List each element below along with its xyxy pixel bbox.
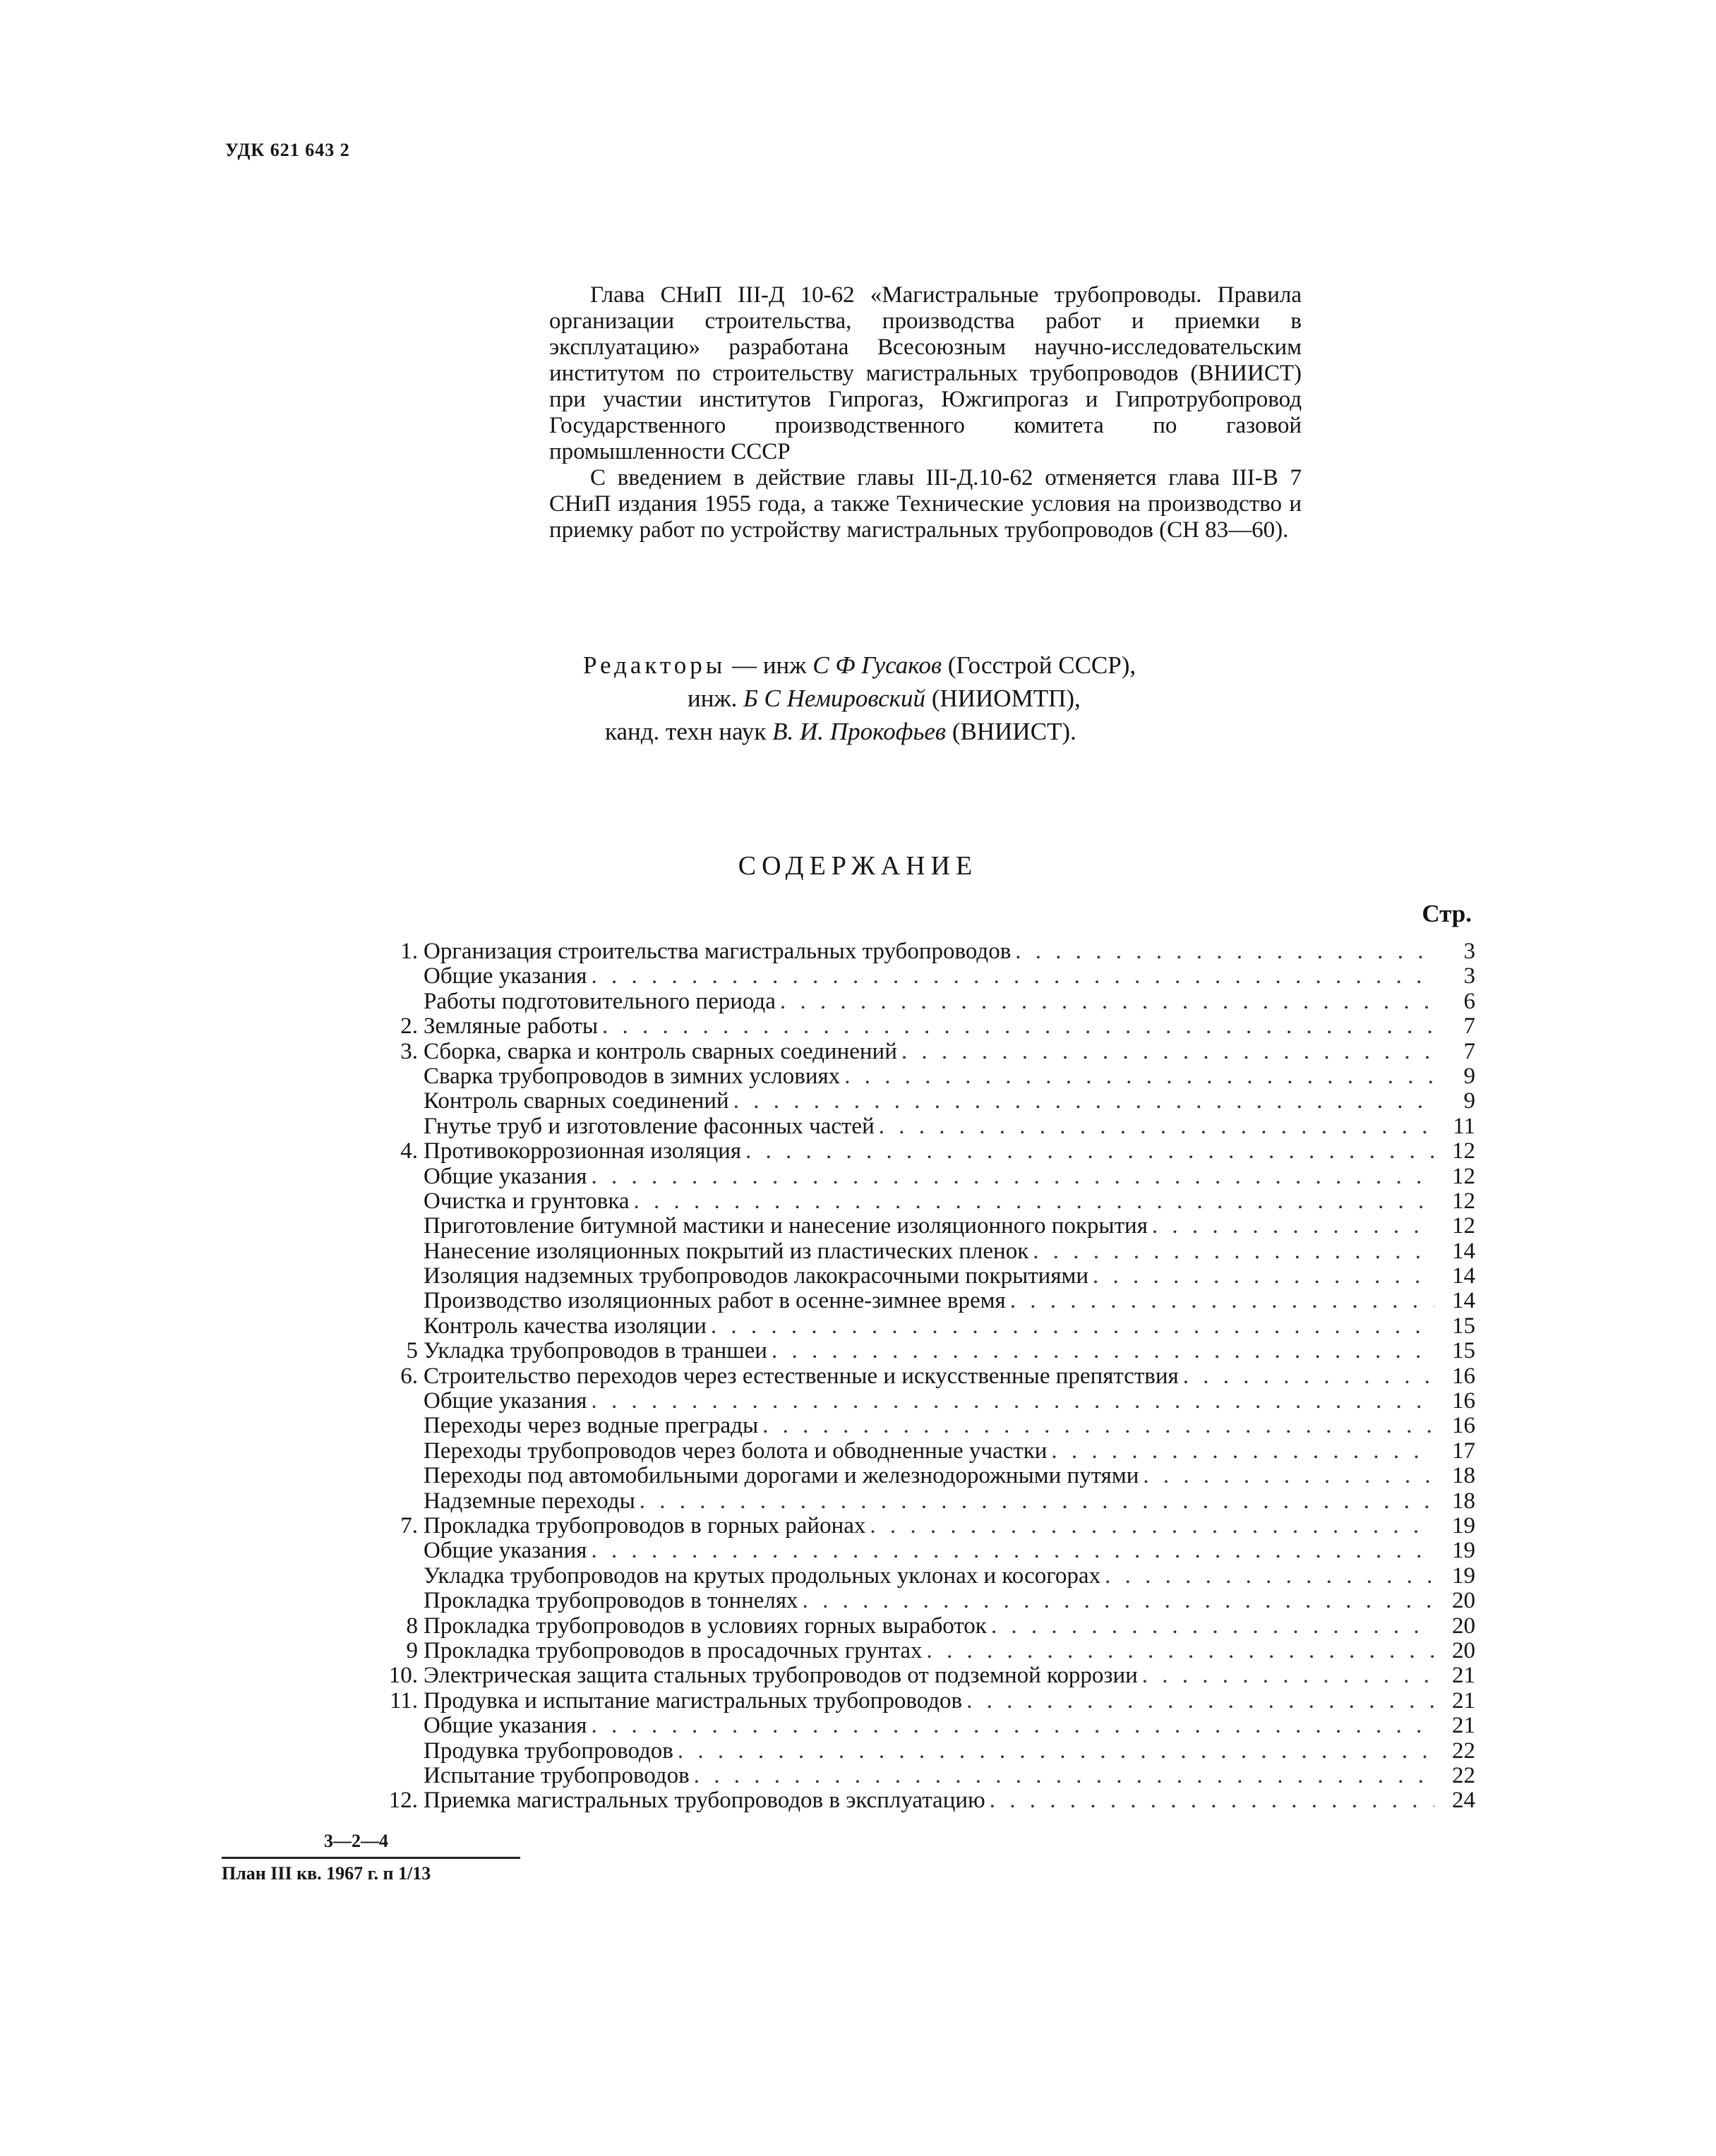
toc-entry-page: 12 bbox=[1452, 1163, 1475, 1189]
toc-leader-dots bbox=[591, 1164, 1434, 1189]
toc-entry-page: 12 bbox=[1452, 1213, 1475, 1239]
toc-leader-dots bbox=[711, 1314, 1434, 1339]
toc-entry-page: 22 bbox=[1452, 1738, 1475, 1764]
toc-entry-title: Испытание трубопроводов bbox=[424, 1762, 690, 1788]
toc-entry bbox=[353, 1339, 1475, 1363]
toc-entry-page: 9 bbox=[1463, 1088, 1475, 1114]
toc-entry-page: 21 bbox=[1452, 1713, 1475, 1739]
toc-leader-dots bbox=[694, 1764, 1434, 1788]
toc-entry-page: 3 bbox=[1463, 963, 1475, 989]
toc-entry-page: 20 bbox=[1452, 1613, 1475, 1639]
toc-entry-title: Переходы через водные преграды bbox=[424, 1413, 759, 1439]
toc-entry-page: 17 bbox=[1452, 1438, 1475, 1464]
toc-entry-title: Продувка и испытание магистральных трубопроводов bbox=[424, 1687, 963, 1714]
toc-entry bbox=[353, 1714, 1475, 1738]
toc-entry-title: Гнутье труб и изготовление фасонных частей bbox=[424, 1113, 875, 1139]
toc-entry-number: 4. bbox=[400, 1138, 418, 1164]
toc-leader-dots bbox=[990, 1788, 1434, 1813]
toc-entry-title: Переходы под автомобильными дорогами и железнодорожными путями bbox=[424, 1463, 1139, 1489]
toc-leader-dots bbox=[870, 1514, 1434, 1538]
toc-leader-dots bbox=[1183, 1364, 1434, 1389]
toc-entry-number: 7. bbox=[400, 1512, 418, 1538]
toc-entry-title: Прокладка трубопроводов в условиях горных выработок bbox=[424, 1613, 987, 1639]
toc-leader-dots bbox=[640, 1489, 1434, 1514]
toc-leader-dots bbox=[591, 1389, 1434, 1414]
editor-org: (НИИОМТП), bbox=[931, 685, 1081, 712]
toc-entry bbox=[353, 1364, 1475, 1389]
editor-org: (Госстрой СССР), bbox=[947, 651, 1136, 679]
toc-entry-title: Общие указания bbox=[424, 1538, 587, 1564]
toc-leader-dots bbox=[966, 1689, 1434, 1714]
toc-leader-dots bbox=[901, 1040, 1434, 1064]
editor-line-3 bbox=[583, 715, 1289, 748]
toc-entry bbox=[353, 1189, 1475, 1214]
toc-entry-title: Сборка, сварка и контроль сварных соединений bbox=[424, 1038, 897, 1064]
toc-leader-dots bbox=[772, 1339, 1434, 1363]
toc-entry-number: 8 bbox=[406, 1613, 418, 1639]
toc-entry bbox=[353, 1489, 1475, 1514]
toc-leader-dots bbox=[634, 1189, 1434, 1214]
toc-entry bbox=[353, 1214, 1475, 1239]
toc-entry-title: Организация строительства магистральных трубопроводов bbox=[424, 939, 1012, 964]
toc-leader-dots bbox=[591, 964, 1434, 989]
toc-entry bbox=[353, 1439, 1475, 1464]
toc-entry-page: 15 bbox=[1452, 1313, 1475, 1339]
toc-entry-title: Укладка трубопроводов на крутых продольных уклонах и косогорах bbox=[424, 1562, 1101, 1589]
toc-entry bbox=[353, 1639, 1475, 1663]
toc-leader-dots bbox=[762, 1414, 1434, 1438]
toc-entry-page: 19 bbox=[1452, 1562, 1475, 1589]
toc-entry-page: 19 bbox=[1452, 1512, 1475, 1538]
toc-entry-title: Общие указания bbox=[424, 963, 587, 989]
toc-entry-page: 6 bbox=[1463, 988, 1475, 1014]
toc-entry bbox=[353, 1164, 1475, 1189]
toc-entry bbox=[353, 1514, 1475, 1538]
toc-entry bbox=[353, 1538, 1475, 1563]
footer-code: 3—2—4 bbox=[324, 1831, 388, 1851]
toc-leader-dots bbox=[1093, 1264, 1434, 1289]
toc-entry-title: Строительство переходов через естественные и искусственные препятствия bbox=[424, 1363, 1179, 1389]
editor-line-2 bbox=[583, 682, 1289, 715]
editor-org: (ВНИИСТ). bbox=[952, 718, 1076, 745]
toc-leader-dots bbox=[803, 1589, 1434, 1613]
toc-entry-title: Прокладка трубопроводов в просадочных грунтах bbox=[424, 1637, 923, 1663]
toc-entry bbox=[353, 1089, 1475, 1114]
toc-entry-page: 20 bbox=[1452, 1637, 1475, 1663]
toc-entry-number: 12. bbox=[388, 1788, 418, 1814]
toc-entry bbox=[353, 1589, 1475, 1613]
footer-plan: План III кв. 1967 г. п 1/13 bbox=[222, 1863, 431, 1884]
toc-entry-title: Противокоррозионная изоляция bbox=[424, 1138, 741, 1164]
toc-entry bbox=[353, 964, 1475, 989]
toc-leader-dots bbox=[1142, 1663, 1434, 1688]
editors-block bbox=[583, 649, 1289, 748]
editor-prefix: — инж bbox=[732, 651, 807, 679]
editor-prefix: инж. bbox=[688, 685, 738, 712]
toc-entry-number: 10. bbox=[388, 1663, 418, 1689]
toc-entry-title: Электрическая защита стальных трубопроводов от подземной коррозии bbox=[424, 1663, 1138, 1689]
toc-entry-number: 2. bbox=[400, 1013, 418, 1040]
toc-entry-title: Продувка трубопроводов bbox=[424, 1738, 673, 1764]
intro-paragraph-2: С введением в действие главы III-Д.10-62 отменяется глава III-В 7 СНиП издания 1955 года, а также Технические условия на производство и приемку работ по устройству магистральных трубопроводов (СН 83—60). bbox=[549, 464, 1302, 543]
toc-leader-dots bbox=[1143, 1464, 1434, 1488]
toc-entry-page: 22 bbox=[1452, 1762, 1475, 1788]
toc-entry-page: 21 bbox=[1452, 1663, 1475, 1689]
editors-label: Редакторы bbox=[583, 651, 726, 679]
toc-entry-title: Приготовление битумной мастики и нанесение изоляционного покрытия bbox=[424, 1213, 1148, 1239]
toc-page-header: Стр. bbox=[1422, 900, 1472, 927]
toc-leader-dots bbox=[745, 1139, 1434, 1164]
toc-leader-dots bbox=[678, 1739, 1434, 1764]
toc-entry-page: 18 bbox=[1452, 1463, 1475, 1489]
toc-entry-title: Контроль качества изоляции bbox=[424, 1313, 707, 1339]
toc-entry-page: 7 bbox=[1463, 1038, 1475, 1064]
toc-entry-number: 6. bbox=[400, 1363, 418, 1389]
toc-entry-title: Земляные работы bbox=[424, 1013, 599, 1040]
toc-entry-page: 24 bbox=[1452, 1788, 1475, 1814]
toc-entry bbox=[353, 989, 1475, 1014]
toc-entry-title: Нанесение изоляционных покрытий из пластических пленок bbox=[424, 1238, 1029, 1264]
toc-entry-page: 15 bbox=[1452, 1338, 1475, 1364]
toc-title: СОДЕРЖАНИЕ bbox=[738, 851, 978, 881]
toc-entry-title: Производство изоляционных работ в осенне-зимнее время bbox=[424, 1288, 1006, 1314]
toc-entry bbox=[353, 1564, 1475, 1589]
toc-entry-title: Очистка и грунтовка bbox=[424, 1188, 630, 1214]
toc-entry-page: 19 bbox=[1452, 1538, 1475, 1564]
toc-entry-page: 14 bbox=[1452, 1263, 1475, 1289]
toc-entry-title: Прокладка трубопроводов в тоннелях bbox=[424, 1588, 798, 1614]
toc-leader-dots bbox=[1010, 1289, 1434, 1313]
toc-entry bbox=[353, 1289, 1475, 1313]
toc-entry bbox=[353, 1663, 1475, 1688]
toc-entry bbox=[353, 1114, 1475, 1139]
toc-entry bbox=[353, 1614, 1475, 1639]
toc-entry bbox=[353, 1464, 1475, 1488]
editor-name: С Ф Гусаков bbox=[812, 651, 942, 679]
toc-entry bbox=[353, 1040, 1475, 1064]
toc-entry bbox=[353, 1064, 1475, 1089]
toc-leader-dots bbox=[591, 1538, 1434, 1563]
toc-leader-dots bbox=[1015, 939, 1434, 964]
toc-entry bbox=[353, 1739, 1475, 1764]
toc-leader-dots bbox=[780, 989, 1434, 1014]
toc-entry-page: 14 bbox=[1452, 1288, 1475, 1314]
toc-leader-dots bbox=[602, 1014, 1434, 1039]
toc-leader-dots bbox=[1152, 1214, 1434, 1239]
toc-entry bbox=[353, 1014, 1475, 1039]
toc-entry bbox=[353, 1239, 1475, 1264]
toc-entry bbox=[353, 1139, 1475, 1164]
toc-entry-title: Контроль сварных соединений bbox=[424, 1088, 729, 1114]
toc-leader-dots bbox=[1105, 1564, 1434, 1589]
toc-entry-page: 18 bbox=[1452, 1488, 1475, 1514]
toc-entry-title: Укладка трубопроводов в траншеи bbox=[424, 1338, 767, 1364]
toc-entry-title: Приемка магистральных трубопроводов в эксплуатацию bbox=[424, 1788, 985, 1814]
table-of-contents bbox=[353, 939, 1475, 1814]
editor-prefix: канд. техн наук bbox=[605, 718, 767, 745]
toc-entry bbox=[353, 1414, 1475, 1438]
toc-entry-page: 16 bbox=[1452, 1388, 1475, 1414]
toc-leader-dots bbox=[927, 1639, 1435, 1663]
toc-entry-title: Прокладка трубопроводов в горных районах bbox=[424, 1512, 866, 1538]
toc-entry bbox=[353, 1764, 1475, 1788]
intro-text bbox=[549, 282, 1302, 543]
toc-leader-dots bbox=[991, 1614, 1434, 1639]
toc-leader-dots bbox=[844, 1064, 1434, 1089]
toc-entry bbox=[353, 1389, 1475, 1414]
toc-entry-number: 9 bbox=[406, 1637, 418, 1663]
udk-code: УДК 621 643 2 bbox=[225, 140, 350, 160]
toc-entry bbox=[353, 939, 1475, 964]
toc-entry-page: 3 bbox=[1463, 939, 1475, 964]
toc-entry-title: Работы подготовительного периода bbox=[424, 988, 776, 1014]
footer-divider bbox=[222, 1857, 520, 1859]
toc-entry-title: Сварка трубопроводов в зимних условиях bbox=[424, 1063, 841, 1089]
toc-entry-number: 1. bbox=[400, 939, 418, 964]
intro-paragraph-1: Глава СНиП III-Д 10-62 «Магистральные трубопроводы. Правила организации строительства, производства работ и приемки в эксплуатацию» разработана Всесоюзным научно-исследовательским институтом по строительству магистральных трубопроводов (ВНИИСТ) при участии институтов Гипрогаз, Южгипрогаз и Гипротрубопровод Государственного производственного комитета по газовой промышленности СССР bbox=[549, 282, 1302, 464]
toc-leader-dots bbox=[733, 1089, 1434, 1114]
toc-entry-number: 3. bbox=[400, 1038, 418, 1064]
toc-leader-dots bbox=[591, 1714, 1434, 1738]
toc-entry bbox=[353, 1314, 1475, 1339]
editor-name: В. И. Прокофьев bbox=[772, 718, 947, 745]
toc-entry-title: Общие указания bbox=[424, 1163, 587, 1189]
toc-entry bbox=[353, 1689, 1475, 1714]
toc-entry bbox=[353, 1788, 1475, 1813]
toc-entry-page: 14 bbox=[1452, 1238, 1475, 1264]
toc-entry-page: 16 bbox=[1452, 1413, 1475, 1439]
toc-leader-dots bbox=[879, 1114, 1434, 1139]
toc-entry-page: 12 bbox=[1452, 1188, 1475, 1214]
toc-entry-title: Изоляция надземных трубопроводов лакокрасочными покрытиями bbox=[424, 1263, 1089, 1289]
toc-entry-page: 7 bbox=[1463, 1013, 1475, 1040]
toc-leader-dots bbox=[1033, 1239, 1434, 1264]
toc-entry-page: 21 bbox=[1452, 1687, 1475, 1714]
toc-leader-dots bbox=[1051, 1439, 1434, 1464]
toc-entry-page: 16 bbox=[1452, 1363, 1475, 1389]
toc-entry-title: Общие указания bbox=[424, 1388, 587, 1414]
toc-entry-number: 5 bbox=[406, 1338, 418, 1364]
toc-entry-page: 9 bbox=[1463, 1063, 1475, 1089]
toc-entry-page: 11 bbox=[1453, 1113, 1475, 1139]
toc-entry bbox=[353, 1264, 1475, 1289]
toc-entry-page: 12 bbox=[1452, 1138, 1475, 1164]
toc-entry-title: Переходы трубопроводов через болота и обводненные участки bbox=[424, 1438, 1048, 1464]
toc-entry-page: 20 bbox=[1452, 1588, 1475, 1614]
editor-line-1 bbox=[583, 649, 1289, 682]
editor-name: Б С Немировский bbox=[743, 685, 926, 712]
toc-entry-number: 11. bbox=[389, 1687, 418, 1714]
toc-entry-title: Надземные переходы bbox=[424, 1488, 635, 1514]
toc-entry-title: Общие указания bbox=[424, 1713, 587, 1739]
